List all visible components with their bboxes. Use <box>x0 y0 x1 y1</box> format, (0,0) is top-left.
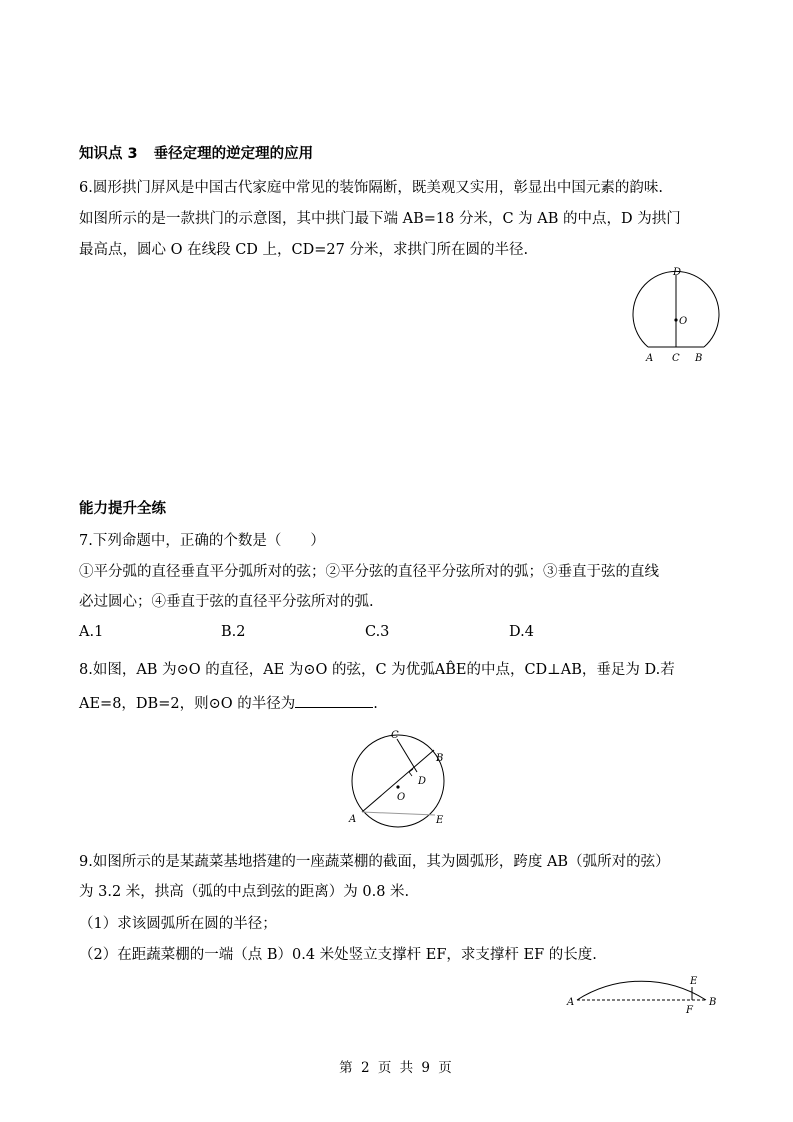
q6-label-c: C <box>672 353 680 364</box>
q8-label-o: O <box>397 792 406 803</box>
q8-line-2-end: . <box>373 696 378 712</box>
q7-line-1: ①平分弧的直径垂直平分弧所对的弦；②平分弦的直径平分弦所对的弧；③垂直于弦的直线 <box>79 564 659 580</box>
q8-label-c: C <box>391 730 399 741</box>
q9-part-1: （1）求该圆弧所在圆的半径； <box>79 916 277 932</box>
q6-label-b: B <box>695 353 703 364</box>
q8-label-b: B <box>436 753 444 764</box>
section-title: 垂径定理的逆定理的应用 <box>153 146 314 162</box>
q7-option-a: A.1 <box>79 624 104 640</box>
q8-line-1: 8.如图，AB 为⊙O 的直径，AE 为⊙O 的弦，C 为优弧AB̂E的中点，CD⊥AB，垂足为 D.若 <box>79 662 675 678</box>
page-footer: 第 2 页 共 9 页 <box>339 1060 454 1076</box>
q6-label-a: A <box>646 353 654 364</box>
section-heading-3 <box>79 144 729 164</box>
q7-option-d: D.4 <box>509 624 534 640</box>
section-label: 知识点 3 <box>79 146 138 162</box>
q6-label-o: O <box>679 316 688 327</box>
q8-line-2 <box>79 693 729 714</box>
q8-circle-figure <box>340 726 460 836</box>
q9-line-1: 9.如图所示的是某蔬菜基地搭建的一座蔬菜棚的截面，其为圆弧形，跨度 AB（弧所对的弦） <box>79 854 670 870</box>
q7-option-b: B.2 <box>221 624 246 640</box>
q7-option-c: C.3 <box>365 624 390 640</box>
q9-label-b: B <box>709 997 717 1008</box>
q8-line-2-text: AE=8，DB=2，则⊙O 的半径为 <box>79 696 296 712</box>
q9-label-a: A <box>567 997 575 1008</box>
q9-part-2: （2）在距蔬菜棚的一端（点 B）0.4 米处竖立支撑杆 EF，求支撑杆 EF 的长度. <box>79 947 597 963</box>
q9-label-f: F <box>686 1005 693 1016</box>
q8-label-d: D <box>418 776 427 787</box>
q7-stem: 7.下列命题中，正确的个数是（ ） <box>79 533 325 549</box>
q6-line-3: 最高点，圆心 O 在线段 CD 上，CD=27 分米，求拱门所在圆的半径. <box>79 242 529 258</box>
q8-label-a: A <box>349 814 357 825</box>
section-heading-ability: 能力提升全练 <box>79 501 166 517</box>
q9-label-e: E <box>690 976 698 987</box>
answer-blank <box>295 693 373 708</box>
q9-arc-figure <box>562 960 732 1020</box>
q8-label-e: E <box>436 815 444 826</box>
q7-line-2: 必过圆心；④垂直于弦的直径平分弦所对的弧. <box>79 594 374 610</box>
q6-line-1: 6.圆形拱门屏风是中国古代家庭中常见的装饰隔断，既美观又实用，彰显出中国元素的韵味. <box>79 180 663 196</box>
q6-arch-figure <box>620 260 730 370</box>
q9-line-2: 为 3.2 米，拱高（弧的中点到弦的距离）为 0.8 米. <box>79 884 410 900</box>
q6-line-2: 如图所示的是一款拱门的示意图，其中拱门最下端 AB=18 分米，C 为 AB 的中点，D 为拱门 <box>79 211 681 227</box>
q6-label-d: D <box>673 267 682 278</box>
